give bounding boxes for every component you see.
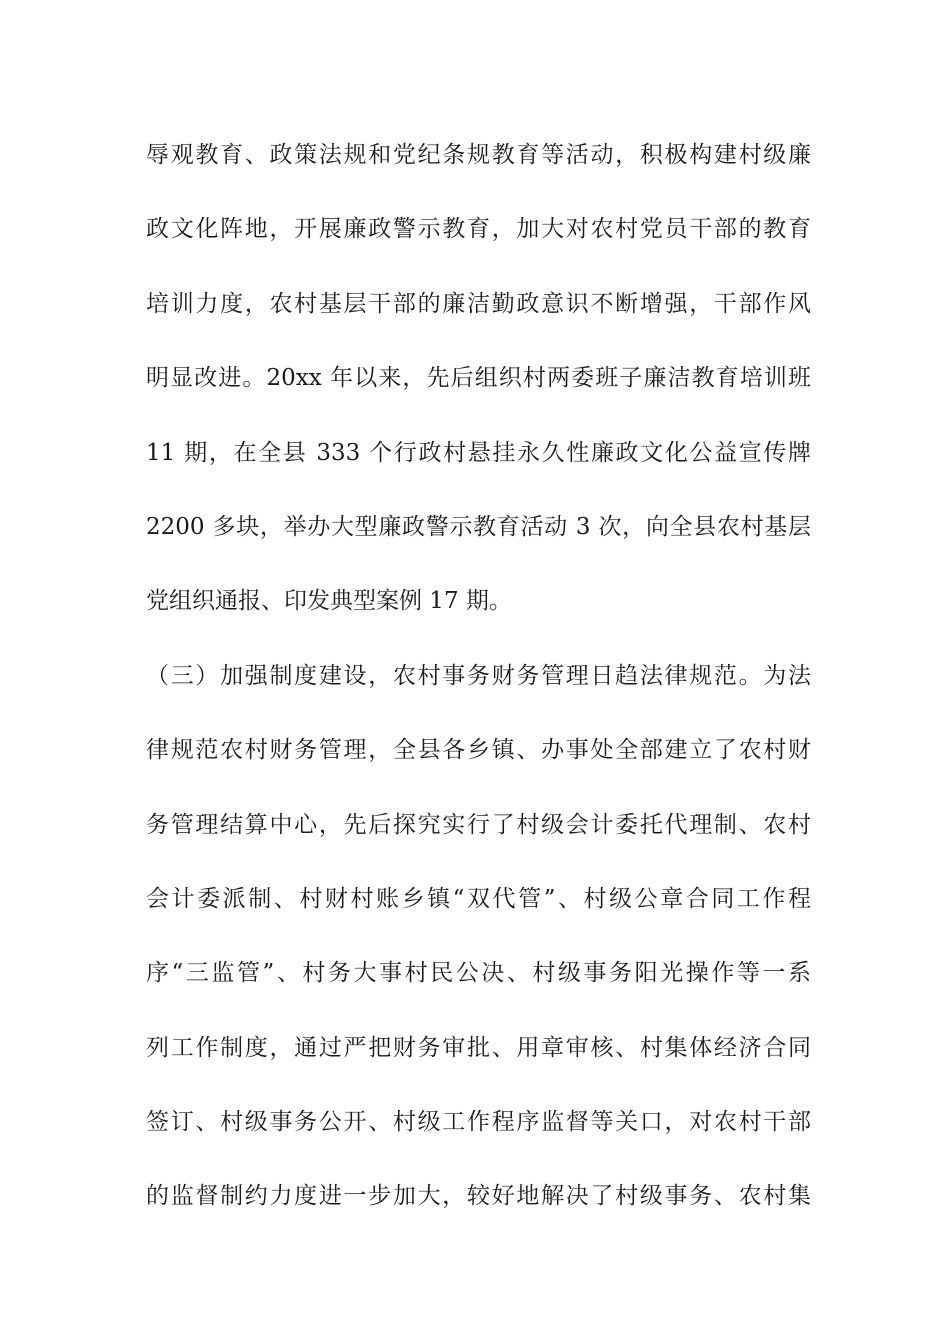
text-line: （三）加强制度建设，农村事务财务管理日趋法律规范。为法	[146, 662, 811, 689]
text-line: 会计委派制、村财村账乡镇“双代管”、村级公章合同工作程	[146, 885, 811, 912]
text-line: 11 期，在全县 333 个行政村悬挂永久性廉政文化公益宣传牌	[146, 439, 811, 466]
text-line: 2200 多块，举办大型廉政警示教育活动 3 次，向全县农村基层	[146, 513, 811, 540]
text-line: 序“三监管”、村务大事村民公决、村级事务阳光操作等一系	[146, 960, 811, 987]
text-line: 签订、村级事务公开、村级工作程序监督等关口，对农村干部	[146, 1109, 811, 1136]
text-line: 务管理结算中心，先后探究实行了村级会计委托代理制、农村	[146, 811, 811, 838]
text-line: 培训力度，农村基层干部的廉洁勤政意识不断增强，干部作风	[146, 290, 811, 317]
body-text	[146, 130, 811, 1246]
text-line: 律规范农村财务管理，全县各乡镇、办事处全部建立了农村财	[146, 737, 811, 764]
text-line: 政文化阵地，开展廉政警示教育，加大对农村党员干部的教育	[146, 216, 811, 243]
text-line: 明显改进。20xx 年以来，先后组织村两委班子廉洁教育培训班	[146, 365, 811, 392]
text-line: 辱观教育、政策法规和党纪条规教育等活动，积极构建村级廉	[146, 142, 811, 168]
text-line: 党组织通报、印发典型案例 17 期。	[146, 588, 512, 615]
text-line: 的监督制约力度进一步加大，较好地解决了村级事务、农村集	[146, 1183, 811, 1210]
text-line: 列工作制度，通过严把财务审批、用章审核、村集体经济合同	[146, 1034, 811, 1061]
